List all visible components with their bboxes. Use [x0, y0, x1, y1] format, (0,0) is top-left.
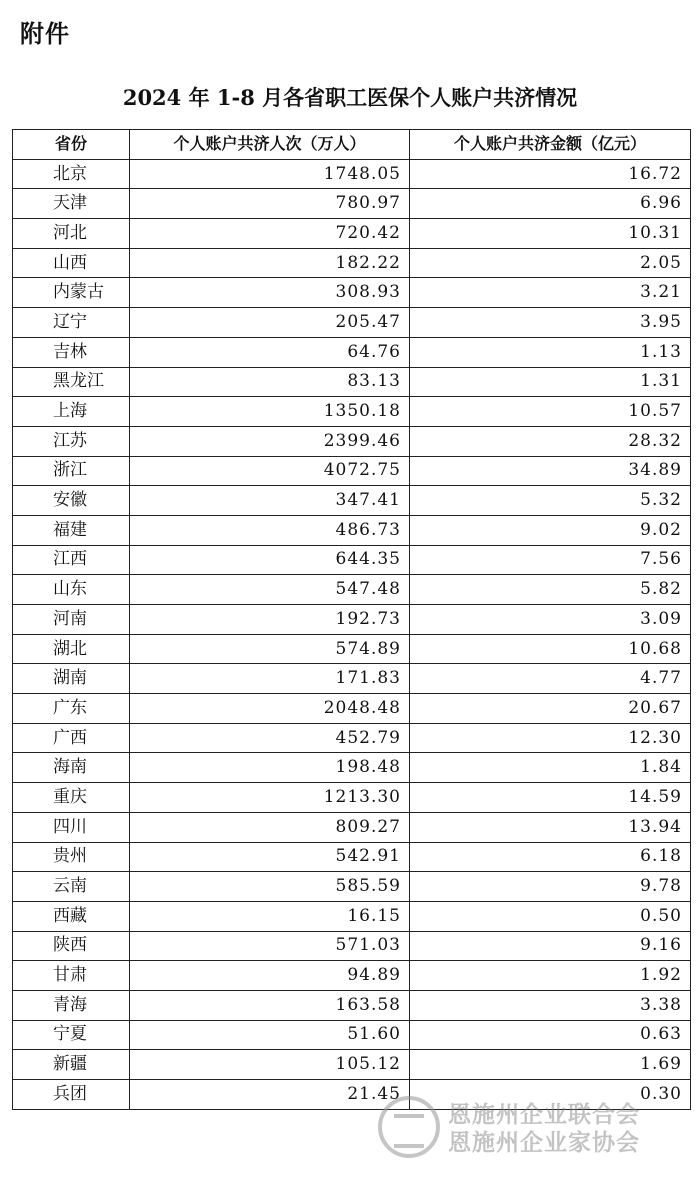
count-cell: 809.27 [130, 812, 410, 842]
province-cell: 新疆 [13, 1050, 130, 1080]
table-row [13, 694, 691, 724]
province-cell: 天津 [13, 189, 130, 219]
table-row [13, 278, 691, 308]
amount-cell: 14.59 [410, 783, 691, 813]
amount-cell: 9.78 [410, 872, 691, 902]
province-cell: 安徽 [13, 486, 130, 516]
province-cell: 山东 [13, 575, 130, 605]
count-cell: 486.73 [130, 515, 410, 545]
province-cell: 湖北 [13, 634, 130, 664]
table-row [13, 189, 691, 219]
count-cell: 585.59 [130, 872, 410, 902]
province-cell: 重庆 [13, 783, 130, 813]
amount-cell: 20.67 [410, 694, 691, 724]
count-cell: 2048.48 [130, 694, 410, 724]
province-cell: 西藏 [13, 901, 130, 931]
province-cell: 云南 [13, 872, 130, 902]
count-cell: 51.60 [130, 1020, 410, 1050]
amount-cell: 2.05 [410, 248, 691, 278]
amount-cell: 1.31 [410, 367, 691, 397]
table-row [13, 990, 691, 1020]
count-cell: 163.58 [130, 990, 410, 1020]
count-cell: 205.47 [130, 308, 410, 338]
table-row [13, 248, 691, 278]
amount-cell: 3.09 [410, 605, 691, 635]
province-cell: 北京 [13, 159, 130, 189]
count-cell: 1213.30 [130, 783, 410, 813]
count-cell: 780.97 [130, 189, 410, 219]
amount-cell: 1.69 [410, 1050, 691, 1080]
province-cell: 湖南 [13, 664, 130, 694]
province-cell: 青海 [13, 990, 130, 1020]
amount-cell: 1.13 [410, 337, 691, 367]
count-cell: 83.13 [130, 367, 410, 397]
amount-cell: 0.63 [410, 1020, 691, 1050]
province-cell: 海南 [13, 753, 130, 783]
table-row [13, 367, 691, 397]
count-cell: 571.03 [130, 931, 410, 961]
count-cell: 574.89 [130, 634, 410, 664]
amount-cell: 13.94 [410, 812, 691, 842]
table-header-row [13, 130, 691, 160]
amount-cell: 7.56 [410, 545, 691, 575]
table-row [13, 308, 691, 338]
count-cell: 1748.05 [130, 159, 410, 189]
table-row [13, 634, 691, 664]
table-row [13, 426, 691, 456]
table-row [13, 961, 691, 991]
header-amount: 个人账户共济金额（亿元） [410, 130, 691, 160]
count-cell: 4072.75 [130, 456, 410, 486]
province-cell: 宁夏 [13, 1020, 130, 1050]
table-row [13, 456, 691, 486]
count-cell: 64.76 [130, 337, 410, 367]
province-cell: 内蒙古 [13, 278, 130, 308]
amount-cell: 5.82 [410, 575, 691, 605]
table-row [13, 159, 691, 189]
amount-cell: 3.38 [410, 990, 691, 1020]
watermark-line-1: 恩施州企业联合会 [448, 1102, 640, 1128]
amount-cell: 3.95 [410, 308, 691, 338]
province-cell: 河北 [13, 219, 130, 249]
table-row [13, 812, 691, 842]
table-row [13, 872, 691, 902]
count-cell: 644.35 [130, 545, 410, 575]
province-cell: 贵州 [13, 842, 130, 872]
amount-cell: 28.32 [410, 426, 691, 456]
table-row [13, 575, 691, 605]
header-province: 省份 [13, 130, 130, 160]
amount-cell: 9.16 [410, 931, 691, 961]
count-cell: 171.83 [130, 664, 410, 694]
count-cell: 16.15 [130, 901, 410, 931]
amount-cell: 12.30 [410, 723, 691, 753]
amount-cell: 0.50 [410, 901, 691, 931]
province-cell: 江西 [13, 545, 130, 575]
table-row [13, 337, 691, 367]
table-row [13, 842, 691, 872]
table-row [13, 1050, 691, 1080]
province-cell: 四川 [13, 812, 130, 842]
table-row [13, 545, 691, 575]
count-cell: 308.93 [130, 278, 410, 308]
count-cell: 452.79 [130, 723, 410, 753]
amount-cell: 5.32 [410, 486, 691, 516]
province-cell: 甘肃 [13, 961, 130, 991]
amount-cell: 3.21 [410, 278, 691, 308]
province-cell: 浙江 [13, 456, 130, 486]
table-row [13, 931, 691, 961]
table-row [13, 605, 691, 635]
province-cell: 河南 [13, 605, 130, 635]
amount-cell: 16.72 [410, 159, 691, 189]
count-cell: 542.91 [130, 842, 410, 872]
table-row [13, 1020, 691, 1050]
count-cell: 182.22 [130, 248, 410, 278]
amount-cell: 34.89 [410, 456, 691, 486]
amount-cell: 1.84 [410, 753, 691, 783]
province-cell: 江苏 [13, 426, 130, 456]
attachment-label: 附件 [20, 20, 70, 48]
count-cell: 21.45 [130, 1080, 410, 1110]
province-cell: 陕西 [13, 931, 130, 961]
count-cell: 105.12 [130, 1050, 410, 1080]
watermark-line-2: 恩施州企业家协会 [448, 1130, 640, 1156]
table-row [13, 901, 691, 931]
table-row [13, 397, 691, 427]
count-cell: 2399.46 [130, 426, 410, 456]
table-row [13, 486, 691, 516]
province-cell: 吉林 [13, 337, 130, 367]
table-row [13, 664, 691, 694]
count-cell: 1350.18 [130, 397, 410, 427]
amount-cell: 4.77 [410, 664, 691, 694]
province-cell: 广东 [13, 694, 130, 724]
province-cell: 辽宁 [13, 308, 130, 338]
table-row [13, 783, 691, 813]
table-row [13, 1080, 691, 1110]
count-cell: 347.41 [130, 486, 410, 516]
count-cell: 198.48 [130, 753, 410, 783]
province-cell: 广西 [13, 723, 130, 753]
amount-cell: 10.57 [410, 397, 691, 427]
amount-cell: 0.30 [410, 1080, 691, 1110]
amount-cell: 10.31 [410, 219, 691, 249]
amount-cell: 6.18 [410, 842, 691, 872]
count-cell: 192.73 [130, 605, 410, 635]
amount-cell: 10.68 [410, 634, 691, 664]
count-cell: 94.89 [130, 961, 410, 991]
table-body [13, 159, 691, 1109]
province-cell: 黑龙江 [13, 367, 130, 397]
table-row [13, 753, 691, 783]
amount-cell: 6.96 [410, 189, 691, 219]
province-cell: 兵团 [13, 1080, 130, 1110]
province-cell: 福建 [13, 515, 130, 545]
table-row [13, 219, 691, 249]
header-count: 个人账户共济人次（万人） [130, 130, 410, 160]
table-row [13, 723, 691, 753]
amount-cell: 9.02 [410, 515, 691, 545]
province-cell: 上海 [13, 397, 130, 427]
document-title: 2024 年 1-8 月各省职工医保个人账户共济情况 [122, 85, 578, 110]
province-cell: 山西 [13, 248, 130, 278]
count-cell: 547.48 [130, 575, 410, 605]
count-cell: 720.42 [130, 219, 410, 249]
table-row [13, 515, 691, 545]
statistics-table [12, 129, 691, 1110]
amount-cell: 1.92 [410, 961, 691, 991]
